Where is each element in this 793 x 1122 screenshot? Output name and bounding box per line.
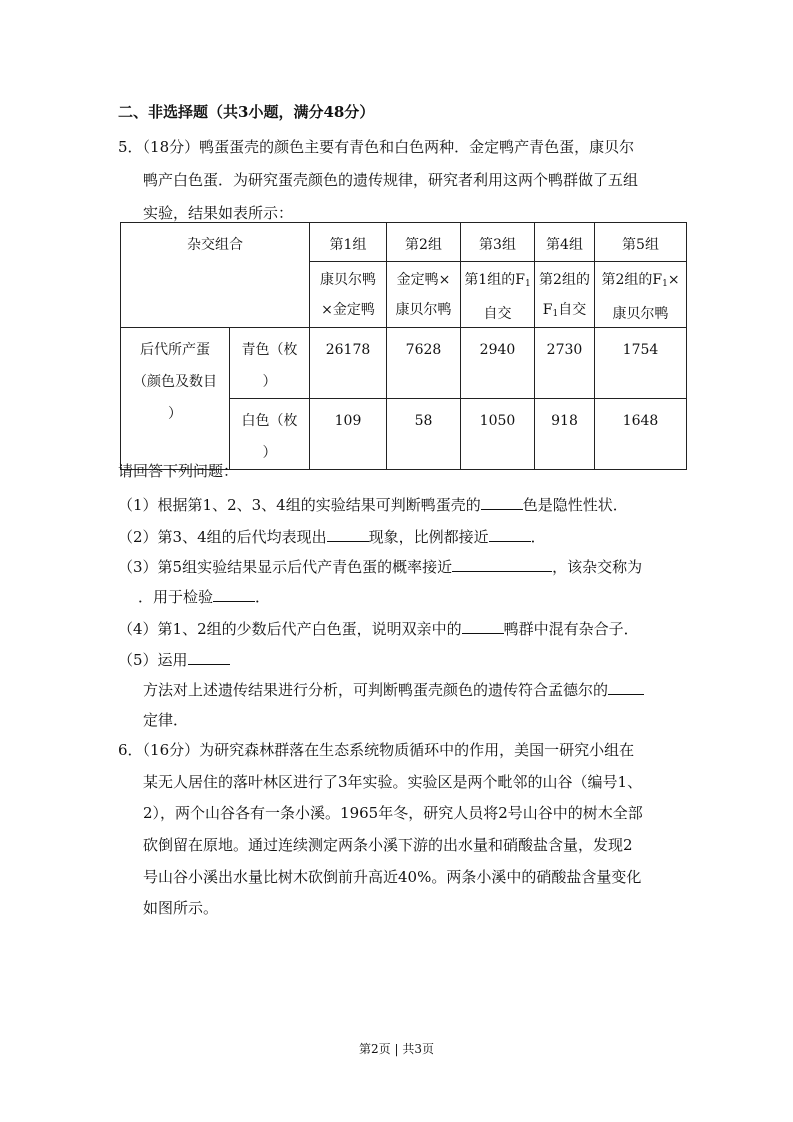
sub-question-2: （2）第3、4组的后代均表现出 现象，比例都接近 ． [118, 528, 546, 546]
section-title: 二、非选择题（共3小题，满分48分） [118, 103, 375, 121]
table-cell: 2730 [535, 328, 595, 399]
cross-cell: 第1组的$F_1$ 自交 [461, 262, 535, 328]
sub-question-5-end: 定律． [143, 711, 189, 729]
q6-line: 2），两个山谷各有一条小溪。1965年冬，研究人员将2号山谷中的树木全部 [143, 804, 643, 822]
answer-blank[interactable] [608, 679, 644, 695]
sub-question-3-cont: ．用于检验 ． [138, 588, 271, 606]
sub-question-4: （4）第1、2组的少数后代产白色蛋，说明双亲中的 鸭群中混有杂合子． [118, 620, 639, 638]
sub-question-1: （1）根据第1、2、3、4组的实验结果可判断鸭蛋壳的 色是隐性性状． [118, 496, 628, 514]
sub-question-5: （5）运用 [118, 649, 230, 670]
q5-line: 鸭产白色蛋．为研究蛋壳颜色的遗传规律，研究者利用这两个鸭群做了五组 [143, 171, 639, 189]
cross-cell: 康贝尔鸭 ×金定鸭 [310, 262, 387, 328]
answer-blank[interactable] [489, 526, 531, 542]
group-header: 第5组 [595, 223, 687, 262]
q6-line: 号山谷小溪出水量比树木砍倒前升高近40%。两条小溪中的硝酸盐含量变化 [143, 868, 642, 886]
cross-cell: 第2组的$F_1\times$ 康贝尔鸭 [595, 262, 687, 328]
q5-line: 实验，结果如表所示： [143, 204, 294, 222]
prompt: 请回答下列问题： [118, 462, 239, 480]
sub-question-5-cont: 方法对上述遗传结果进行分析，可判断鸭蛋壳颜色的遗传符合孟德尔的 [143, 679, 644, 700]
table-cell: 1648 [595, 399, 687, 470]
table-cell: 2940 [461, 328, 535, 399]
answer-blank[interactable] [462, 618, 504, 634]
table-cell: 1050 [461, 399, 535, 470]
page-footer: 第2页 | 共3页 [359, 1042, 434, 1056]
table-cell: 58 [387, 399, 461, 470]
cross-cell: 第2组的 $F_1$自交 [535, 262, 595, 328]
results-table [120, 222, 687, 470]
answer-blank[interactable] [481, 494, 523, 510]
row-group-label: 后代所产蛋 （颜色及数目 ） [121, 328, 230, 470]
q5-line: 5．（18分）鸭蛋蛋壳的颜色主要有青色和白色两种．金定鸭产青色蛋，康贝尔 [118, 138, 635, 156]
group-header: 第4组 [535, 223, 595, 262]
answer-blank[interactable] [213, 586, 255, 602]
group-header: 第3组 [461, 223, 535, 262]
sub-question-3: （3）第5组实验结果显示后代产青色蛋的概率接近 ，该杂交称为 [118, 558, 643, 576]
cross-cell: 金定鸭× 康贝尔鸭 [387, 262, 461, 328]
table-cell: 918 [535, 399, 595, 470]
answer-blank[interactable] [188, 649, 230, 665]
row-label: 青色（枚 ） [230, 328, 310, 399]
table-cell: 1754 [595, 328, 687, 399]
table-cell: 109 [310, 399, 387, 470]
q6-line: 6．（16分）为研究森林群落在生态系统物质循环中的作用，美国一研究小组在 [118, 741, 635, 759]
row-label: 白色（枚 ） [230, 399, 310, 470]
q6-line: 砍倒留在原地。通过连续测定两条小溪下游的出水量和硝酸盐含量，发现2 [143, 836, 633, 854]
group-header: 第2组 [387, 223, 461, 262]
q6-line: 某无人居住的落叶林区进行了3年实验。实验区是两个毗邻的山谷（编号1、 [143, 773, 643, 791]
table-cell: 7628 [387, 328, 461, 399]
answer-blank[interactable] [327, 526, 369, 542]
table-header: 杂交组合 [121, 223, 310, 328]
table-cell: 26178 [310, 328, 387, 399]
group-header: 第1组 [310, 223, 387, 262]
answer-blank[interactable] [452, 556, 552, 572]
q6-line: 如图所示。 [143, 899, 219, 917]
